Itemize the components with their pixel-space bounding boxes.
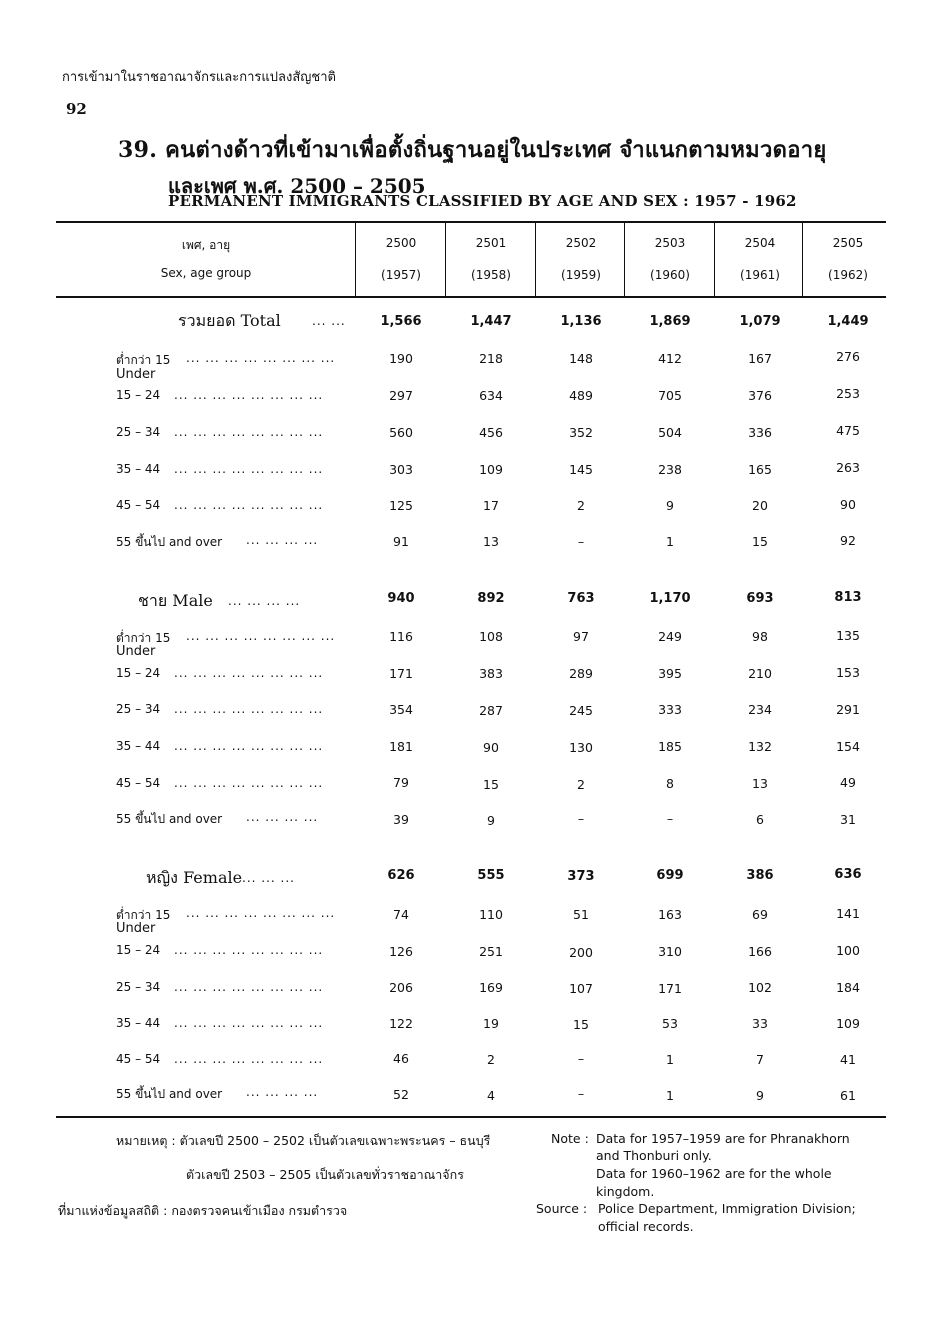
column-divider (624, 222, 625, 296)
row-label: ต่ำกว่า 15 (116, 353, 171, 367)
leader-dots: ... ... ... ... (246, 810, 319, 824)
table-cell: 253 (836, 386, 860, 401)
row-label: 55 ขึ้นไป and over (116, 535, 223, 549)
column-divider (355, 222, 356, 296)
table-cell: 79 (393, 775, 409, 790)
source-thai: ที่มาแห่งข้อมูลสถิติ : กองตรวจคนเข้าเมือง กรมตำรวจ (58, 1203, 348, 1218)
table-cell: 190 (389, 351, 413, 366)
table-cell: 251 (479, 944, 503, 959)
table-cell: 41 (840, 1052, 856, 1067)
row-label: 55 ขึ้นไป and over (116, 812, 223, 826)
leader-dots: ... ... ... ... (246, 533, 319, 547)
note-en-line: Data for 1957–1959 are for Phranakhorn (596, 1131, 850, 1146)
note-thai-2: ตัวเลขปี 2503 – 2505 เป็นตัวเลขทั่วราชอาณาจักร (186, 1167, 464, 1182)
row-label-under: Under (116, 644, 156, 659)
table-cell: 135 (836, 628, 860, 643)
table-cell: 108 (479, 629, 503, 644)
table-cell: 1 (666, 1088, 674, 1103)
total-cell: 813 (834, 590, 862, 605)
total-cell: 693 (746, 591, 774, 606)
table-cell: 92 (840, 533, 856, 548)
table-cell: 107 (569, 981, 593, 996)
table-cell: 412 (658, 351, 682, 366)
table-cell: 19 (483, 1016, 499, 1031)
table-cell: 1 (666, 534, 674, 549)
table-cell: – (666, 811, 674, 826)
table-cell: 132 (748, 739, 772, 754)
column-divider (714, 222, 715, 296)
table-cell: 560 (389, 425, 413, 440)
table-cell: 234 (748, 702, 772, 717)
header-year-ce: (1959) (561, 268, 601, 282)
source-en-line: Police Department, Immigration Division; (598, 1201, 856, 1216)
table-cell: 1 (666, 1052, 674, 1067)
table-cell: 97 (573, 629, 589, 644)
leader-dots: ... ... ... ... ... ... ... ... (174, 425, 324, 439)
table-cell: 287 (479, 703, 503, 718)
leader-dots: ... ... ... ... (228, 594, 301, 608)
table-cell: 9 (756, 1088, 764, 1103)
page-number: 92 (66, 100, 87, 118)
table-cell: 310 (658, 944, 682, 959)
leader-dots: ... ... ... ... (246, 1085, 319, 1099)
note-en-label: Note : (551, 1131, 589, 1146)
leader-dots: ... ... ... ... ... ... ... ... (174, 388, 324, 402)
table-cell: 52 (393, 1087, 409, 1102)
table-cell: 165 (748, 462, 772, 477)
table-cell: 49 (840, 775, 856, 790)
table-cell: 6 (756, 812, 764, 827)
table-cell: 297 (389, 388, 413, 403)
leader-dots: ... ... ... ... ... ... ... ... (174, 943, 324, 957)
row-label: 25 – 34 (116, 702, 161, 716)
header-year-ce: (1958) (471, 268, 511, 282)
table-cell: 166 (748, 944, 772, 959)
table-cell: 53 (662, 1016, 678, 1031)
table-cell: 210 (748, 666, 772, 681)
column-divider (535, 222, 536, 296)
total-cell: 626 (387, 868, 415, 883)
total-cell: 940 (387, 591, 415, 606)
table-cell: 126 (389, 944, 413, 959)
table-cell: 200 (569, 945, 593, 960)
table-cell: 46 (393, 1051, 409, 1066)
table-cell: 354 (389, 702, 413, 717)
table-cell: 39 (393, 812, 409, 827)
table-cell: 2 (487, 1052, 495, 1067)
row-label: ต่ำกว่า 15 (116, 631, 171, 645)
row-label: 35 – 44 (116, 739, 161, 753)
table-cell: 395 (658, 666, 682, 681)
table-cell: 74 (393, 907, 409, 922)
table-cell: 2 (577, 498, 585, 513)
table-cell: 289 (569, 666, 593, 681)
title-english: PERMANENT IMMIGRANTS CLASSIFIED BY AGE AND SEX : 1957 - 1962 (168, 192, 797, 210)
leader-dots: ... ... ... ... ... ... ... ... (174, 666, 324, 680)
table-cell: 109 (836, 1016, 860, 1031)
table-cell: 31 (840, 812, 856, 827)
table-cell: 61 (840, 1088, 856, 1103)
total-cell: 1,566 (380, 314, 422, 329)
table-cell: 154 (836, 739, 860, 754)
row-label: 45 – 54 (116, 498, 161, 512)
running-head: การเข้ามาในราชอาณาจักรและการแปลงสัญชาติ (62, 70, 336, 85)
table-cell: 184 (836, 980, 860, 995)
total-cell: 373 (567, 869, 595, 884)
table-cell: 7 (756, 1052, 764, 1067)
group-label-male: ชาย Male (138, 591, 213, 610)
row-label: 45 – 54 (116, 776, 161, 790)
row-label: 15 – 24 (116, 666, 161, 680)
total-cell: 1,079 (739, 314, 781, 329)
header-label-thai: เพศ, อายุ (181, 238, 231, 252)
table-cell: 98 (752, 629, 768, 644)
table-cell: 13 (752, 776, 768, 791)
leader-dots: ... ... ... ... ... ... ... ... (186, 351, 336, 365)
table-cell: 20 (752, 498, 768, 513)
table-cell: 4 (487, 1088, 495, 1103)
row-label: 55 ขึ้นไป and over (116, 1087, 223, 1101)
total-cell: 1,170 (649, 591, 691, 606)
table-cell: 125 (389, 498, 413, 513)
header-label-english: Sex, age group (160, 266, 252, 280)
total-cell: 636 (834, 867, 862, 882)
group-label-female: หญิง Female (146, 868, 243, 887)
row-label: 25 – 34 (116, 425, 161, 439)
total-cell: 1,449 (827, 314, 869, 329)
leader-dots: ... ... (312, 314, 346, 328)
header-year-be: 2501 (475, 236, 507, 250)
table-cell: 263 (836, 460, 860, 475)
table-cell: – (577, 1086, 585, 1101)
table-cell: 145 (569, 462, 593, 477)
table-cell: 705 (658, 388, 682, 403)
table-cell: 90 (483, 740, 499, 755)
table-cell: 9 (666, 498, 674, 513)
leader-dots: ... ... ... ... ... ... ... ... (174, 498, 324, 512)
leader-dots: ... ... ... ... ... ... ... ... (186, 629, 336, 643)
table-cell: 504 (658, 425, 682, 440)
table-cell: 100 (836, 943, 860, 958)
table-cell: 2 (577, 777, 585, 792)
column-divider (445, 222, 446, 296)
table-bottom-rule (56, 1116, 886, 1118)
table-cell: 336 (748, 425, 772, 440)
table-cell: 185 (658, 739, 682, 754)
table-cell: – (577, 534, 585, 549)
leader-dots: ... ... ... ... ... ... ... ... (186, 906, 336, 920)
note-en-line: and Thonburi only. (596, 1148, 712, 1163)
table-cell: 489 (569, 388, 593, 403)
row-label: ต่ำกว่า 15 (116, 908, 171, 922)
table-cell: 218 (479, 351, 503, 366)
table-cell: 169 (479, 980, 503, 995)
table-cell: 91 (393, 534, 409, 549)
header-year-be: 2504 (744, 236, 776, 250)
row-label: 35 – 44 (116, 1016, 161, 1030)
header-year-ce: (1957) (381, 268, 421, 282)
header-year-ce: (1962) (828, 268, 868, 282)
table-cell: 475 (836, 423, 860, 438)
source-en-line: official records. (598, 1219, 694, 1234)
table-cell: 15 (752, 534, 768, 549)
table-cell: 206 (389, 980, 413, 995)
table-cell: 181 (389, 739, 413, 754)
total-cell: 1,136 (560, 314, 602, 329)
table-cell: 376 (748, 388, 772, 403)
table-cell: 276 (836, 349, 860, 364)
table-cell: 122 (389, 1016, 413, 1031)
table-cell: 102 (748, 980, 772, 995)
header-year-be: 2503 (654, 236, 686, 250)
row-label: 15 – 24 (116, 388, 161, 402)
table-cell: 163 (658, 907, 682, 922)
table-cell: 51 (573, 907, 589, 922)
source-en-label: Source : (536, 1201, 588, 1216)
total-cell: 892 (477, 591, 505, 606)
header-year-be: 2505 (832, 236, 864, 250)
table-cell: 634 (479, 388, 503, 403)
row-label: 35 – 44 (116, 462, 161, 476)
leader-dots: ... ... ... ... ... ... ... ... (174, 702, 324, 716)
table-cell: 17 (483, 498, 499, 513)
note-en-line: kingdom. (596, 1184, 655, 1199)
note-thai-1: หมายเหตุ : ตัวเลขปี 2500 – 2502 เป็นตัวเลขเฉพาะพระนคร – ธนบุรี (116, 1133, 491, 1148)
group-label-total: รวมยอด Total (178, 311, 281, 330)
leader-dots: ... ... ... ... ... ... ... ... (174, 462, 324, 476)
table-cell: 153 (836, 665, 860, 680)
row-label-under: Under (116, 921, 156, 936)
header-year-be: 2500 (385, 236, 417, 250)
title-thai-line1: 39. คนต่างด้าวที่เข้ามาเพื่อตั้งถิ่นฐานอยู่ในประเทศ จำแนกตามหมวดอายุ (118, 137, 827, 163)
table-cell: 238 (658, 462, 682, 477)
total-cell: 386 (746, 868, 774, 883)
header-year-ce: (1961) (740, 268, 780, 282)
leader-dots: ... ... ... ... ... ... ... ... (174, 1016, 324, 1030)
table-cell: 303 (389, 462, 413, 477)
table-cell: 456 (479, 425, 503, 440)
table-cell: 333 (658, 702, 682, 717)
table-cell: 291 (836, 702, 860, 717)
total-cell: 1,447 (470, 314, 512, 329)
table-cell: – (577, 1051, 585, 1066)
column-divider (802, 222, 803, 296)
table-cell: 383 (479, 666, 503, 681)
table-cell: 110 (479, 907, 503, 922)
table-cell: 116 (389, 629, 413, 644)
table-cell: 352 (569, 425, 593, 440)
table-cell: – (577, 811, 585, 826)
leader-dots: ... ... ... ... ... ... ... ... (174, 739, 324, 753)
table-top-rule (56, 221, 886, 223)
leader-dots: ... ... ... ... ... ... ... ... (174, 776, 324, 790)
total-cell: 555 (477, 868, 505, 883)
table-cell: 141 (836, 906, 860, 921)
leader-dots: ... ... ... ... ... ... ... ... (174, 980, 324, 994)
total-cell: 763 (567, 591, 595, 606)
table-cell: 8 (666, 776, 674, 791)
table-cell: 148 (569, 351, 593, 366)
total-cell: 1,869 (649, 314, 691, 329)
header-year-be: 2502 (565, 236, 597, 250)
table-cell: 171 (389, 666, 413, 681)
table-cell: 15 (573, 1017, 589, 1032)
table-cell: 33 (752, 1016, 768, 1031)
header-bottom-rule (56, 296, 886, 298)
note-en-line: Data for 1960–1962 are for the whole (596, 1166, 832, 1181)
row-label: 25 – 34 (116, 980, 161, 994)
row-label-under: Under (116, 367, 156, 382)
table-cell: 90 (840, 497, 856, 512)
table-cell: 249 (658, 629, 682, 644)
table-cell: 167 (748, 351, 772, 366)
row-label: 15 – 24 (116, 943, 161, 957)
total-cell: 699 (656, 868, 684, 883)
table-cell: 245 (569, 703, 593, 718)
table-cell: 13 (483, 534, 499, 549)
table-cell: 15 (483, 777, 499, 792)
table-cell: 130 (569, 740, 593, 755)
title-thai-line2: และเพศ พ.ศ. 2500 – 2505 (168, 174, 426, 198)
row-label: 45 – 54 (116, 1052, 161, 1066)
leader-dots: ... ... ... (242, 871, 295, 885)
leader-dots: ... ... ... ... ... ... ... ... (174, 1052, 324, 1066)
table-cell: 9 (487, 813, 495, 828)
header-year-ce: (1960) (650, 268, 690, 282)
table-cell: 171 (658, 981, 682, 996)
table-cell: 109 (479, 462, 503, 477)
table-cell: 69 (752, 907, 768, 922)
